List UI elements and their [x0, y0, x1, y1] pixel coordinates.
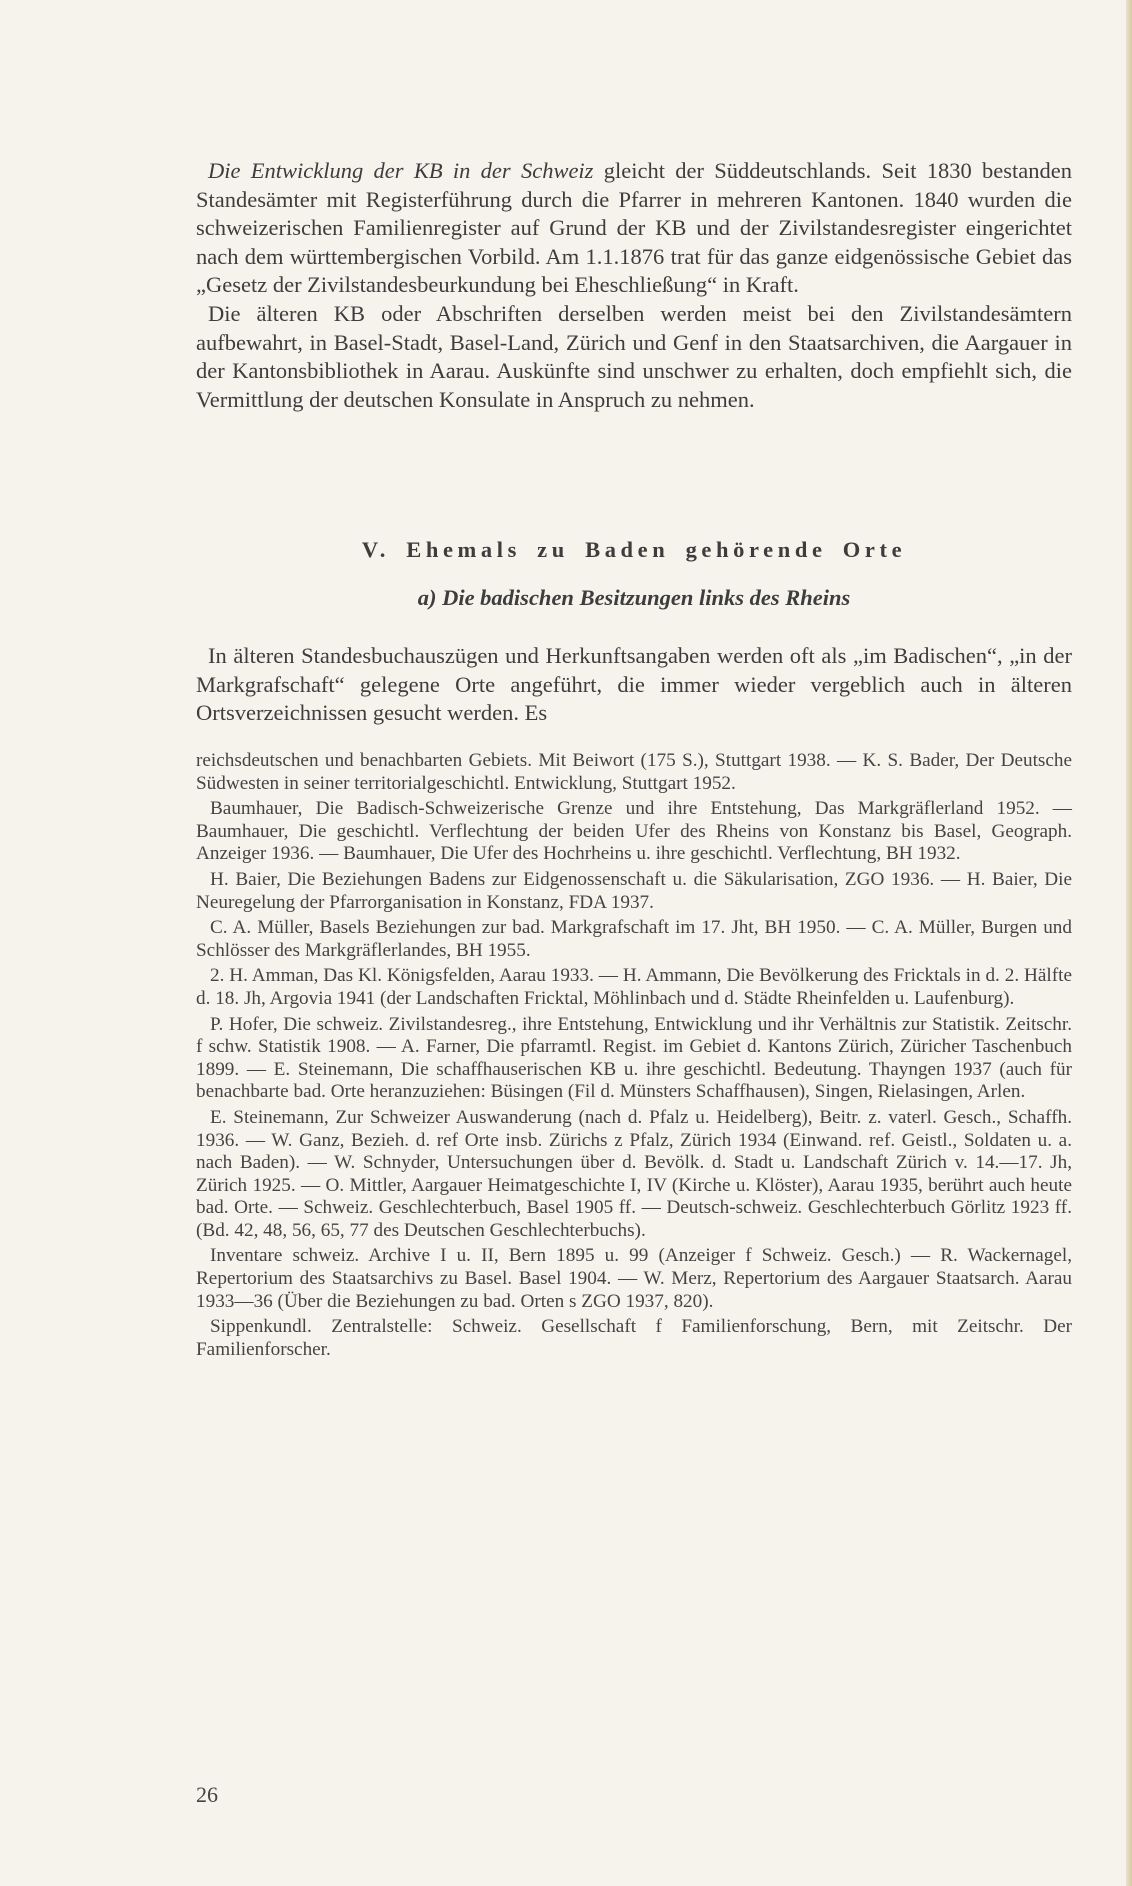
footnote-baumhauer: Baumhauer, Die Badisch-Schweizerische Grenze und ihre Entstehung, Das Markgräflerland 1952. — Baumhauer, Die geschichtl. Verflechtung der beiden Ufer des Rheins von Konstanz bis Basel, Geograph. Anzeiger 1936. — Baumhauer, Die Ufer des Hochrheins u. ihre geschichtl. Verflechtung, BH 1932. [196, 798, 1072, 865]
paragraph-switzerland-lead: Die Entwicklung der KB in der Schweiz [208, 158, 594, 183]
footnote-mueller: C. A. Müller, Basels Beziehungen zur bad. Markgrafschaft im 17. Jht, BH 1950. — C. A. Müller, Burgen und Schlösser des Markgräflerlandes, BH 1955. [196, 917, 1072, 961]
footnote-baier: H. Baier, Die Beziehungen Badens zur Eidgenossenschaft u. die Säkularisation, ZGO 1936. — H. Baier, Die Neuregelung der Pfarrorganisation in Konstanz, FDA 1937. [196, 868, 1072, 913]
footnote-amman: 2. H. Amman, Das Kl. Königsfelden, Aarau 1933. — H. Ammann, Die Bevölkerung des Fricktals in d. 2. Hälfte d. 18. Jh, Argovia 1941 (der Landschaften Fricktal, Möhlinbach und d. Städte Rheinfelden u. Laufenburg). [196, 965, 1072, 1009]
section-heading: V. Ehemals zu Baden gehörende Orte [361, 537, 907, 562]
paragraph-switzerland-text: gleicht der Süddeutschlands. Seit 1830 bestanden Standesämter mit Registerführung durch die Pfarrer in mehreren Kantonen. 1840 wurden die schweizerischen Familienregister auf Grund der KB und der Zivilstandesregister eingerichtet nach dem württembergischen Vorbild. Am 1.1.1876 trat für das ganze eidgenössische Gebiet das „Gesetz der Zivilstandesbeurkundung bei Eheschließung“ in Kraft. [196, 158, 1072, 298]
paragraph-switzerland [196, 157, 1072, 300]
page-number: 26 [196, 1782, 218, 1807]
footnote-inventare: Inventare schweiz. Archive I u. II, Bern 1895 u. 99 (Anzeiger f Schweiz. Gesch.) — R. Wackernagel, Repertorium des Staatsarchivs zu Basel. Basel 1904. — W. Merz, Repertorium des Aargauer Staatsarch. Aarau 1933—36 (Über die Beziehungen zu bad. Orten s ZGO 1937, 820). [196, 1245, 1072, 1312]
paragraph-badische-orte: In älteren Standesbuchauszügen und Herkunftsangaben werden oft als „im Badischen“, „in der Markgrafschaft“ gelegene Orte angeführt, die immer wieder vergeblich auch in älteren Ortsverzeichnissen gesucht werden. Es [196, 643, 1072, 726]
footnote-continuation: reichsdeutschen und benachbarten Gebiets. Mit Beiwort (175 S.), Stuttgart 1938. — K. S. Bader, Der Deutsche Südwesten in seiner territorialgeschichtl. Entwicklung, Stuttgart 1952. [196, 750, 1072, 794]
footnote-steinemann: E. Steinemann, Zur Schweizer Auswanderung (nach d. Pfalz u. Heidelberg), Beitr. z. vaterl. Gesch., Schaffh. 1936. — W. Ganz, Bezieh. d. ref Orte insb. Zürichs z Pfalz, Zürich 1934 (Einwand. ref. Geistl., Soldaten u. a. nach Baden). — W. Schnyder, Untersuchungen über d. Bevölk. d. Stadt u. Landschaft Zürich v. 14.—17. Jh, Zürich 1925. — O. Mittler, Aargauer Heimatgeschichte I, IV (Kirche u. Klöster), Aarau 1935, berührt auch heute bad. Orte. — Schweiz. Geschlechterbuch, Basel 1905 ff. — Deutsch-schweiz. Geschlechterbuch Görlitz 1923 ff. (Bd. 42, 48, 56, 65, 77 des Deutschen Geschlechterbuchs). [196, 1106, 1072, 1241]
footnote-hofer: P. Hofer, Die schweiz. Zivilstandesreg., ihre Entstehung, Entwicklung und ihr Verhältnis zur Statistik. Zeitschr. f schw. Statistik 1908. — A. Farner, Die pfarramtl. Regist. im Gebiet d. Kantons Zürich, Züricher Taschenbuch 1899. — E. Steinemann, Die schaffhauserischen KB u. ihre geschichtl. Bedeutung. Thayngen 1937 (auch für benachbarte bad. Orte heranzuziehen: Büsingen (Fil d. Münsters Schaffhausen), Singen, Rielasingen, Arlen. [196, 1013, 1072, 1103]
page-edge [1126, 0, 1132, 1886]
paragraph-archives: Die älteren KB oder Abschriften derselben werden meist bei den Zivilstandesämtern aufbewahrt, in Basel-Stadt, Basel-Land, Zürich und Genf in den Staatsarchiven, die Aargauer in der Kantonsbibliothek in Aarau. Auskünfte sind unschwer zu erhalten, doch empfiehlt sich, die Vermittlung der deutschen Konsulate in Anspruch zu nehmen. [196, 301, 1072, 412]
footnotes [196, 750, 1072, 1364]
section-subheading: a) Die badischen Besitzungen links des Rheins [417, 585, 851, 610]
footnote-sippenkundl: Sippenkundl. Zentralstelle: Schweiz. Gesellschaft f Familienforschung, Bern, mit Zeitschr. Der Familienforscher. [196, 1316, 1072, 1360]
